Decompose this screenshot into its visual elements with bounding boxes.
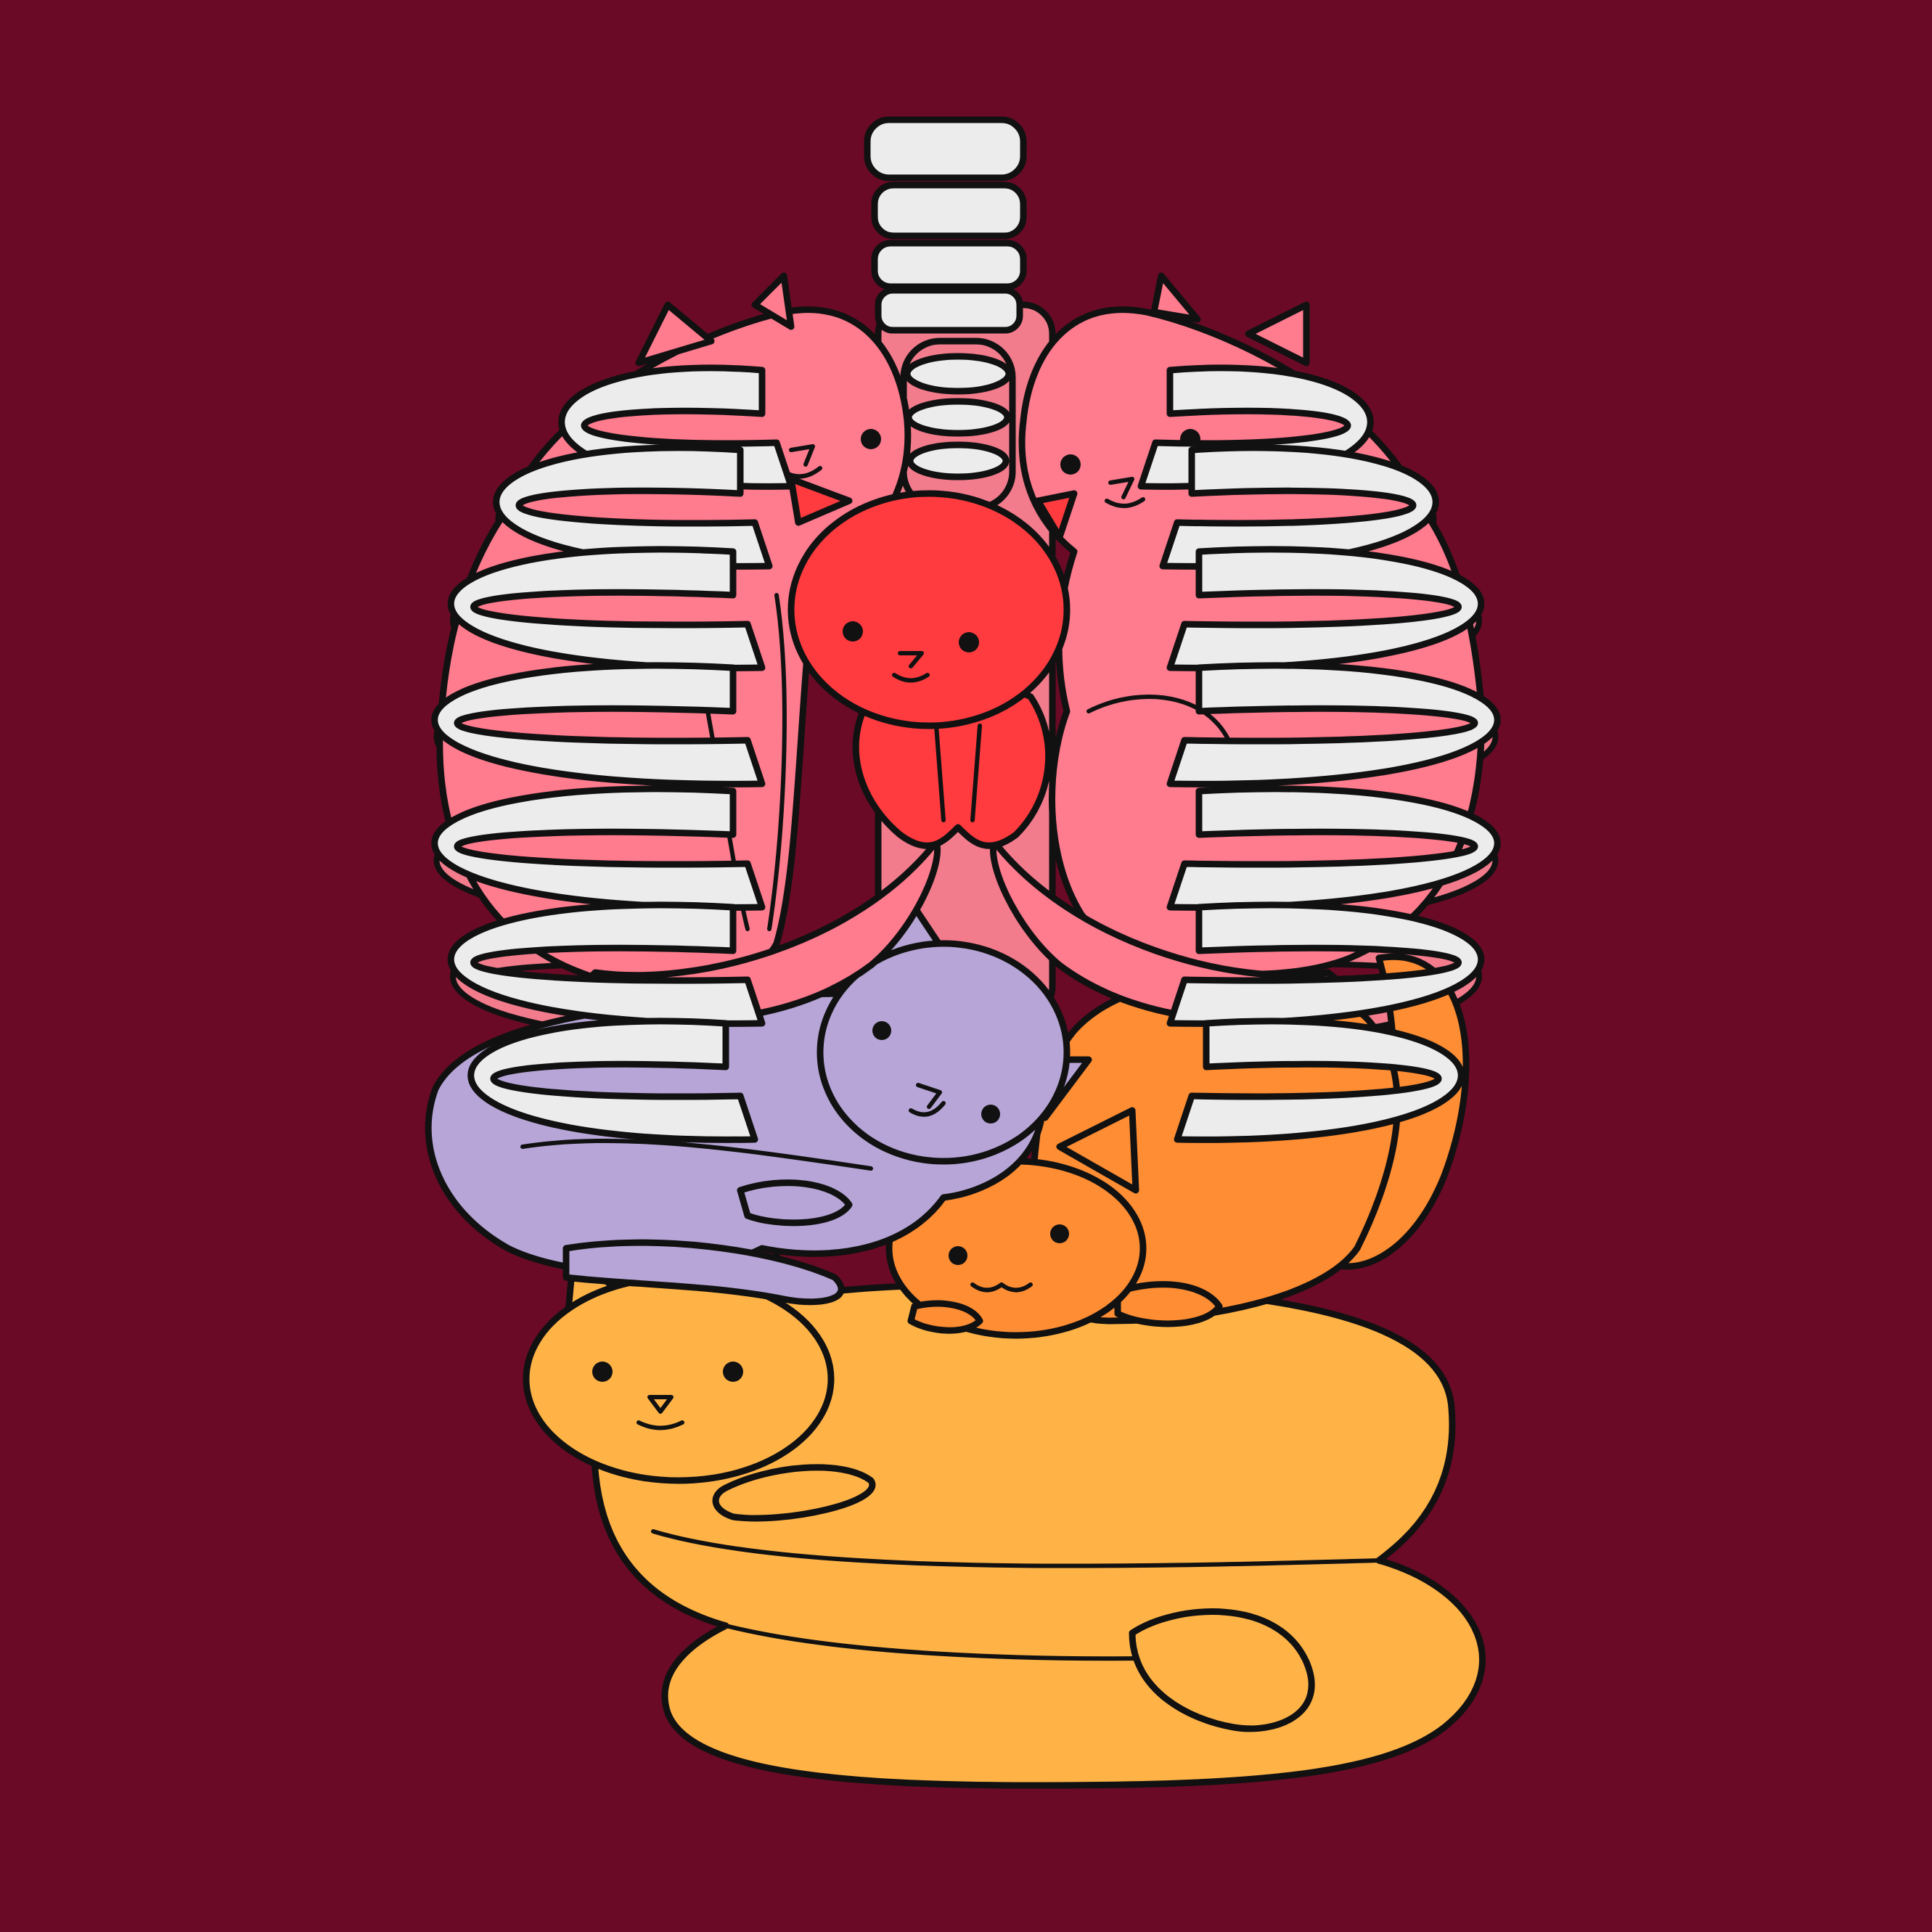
liver-cat-paw — [740, 1183, 849, 1223]
trachea-ring-1 — [907, 356, 1009, 391]
heart-cat-eye-right — [959, 632, 979, 652]
intestine-cat-eye-left — [592, 1362, 613, 1382]
trachea-ring-3 — [910, 445, 1006, 477]
heart-cat-eye-left — [843, 621, 863, 642]
liver-cat-eye-right — [981, 1105, 1000, 1123]
intestine-cat-eye-right — [723, 1362, 743, 1382]
trachea-ring-2 — [909, 401, 1007, 433]
left-lung-cat-eye-right — [861, 429, 881, 449]
liver-cat-eye-left — [872, 1021, 891, 1040]
vertebra-4 — [878, 290, 1020, 330]
intestine-cat-face — [526, 1277, 831, 1481]
stomach-cat-back-paw — [1118, 1285, 1219, 1324]
vertebra-1 — [867, 120, 1023, 178]
stomach-cat-eye-right — [1050, 1224, 1069, 1243]
trachea — [904, 341, 1012, 508]
stomach-cat-front-paw — [911, 1303, 980, 1330]
right-lung-cat-eye-left — [1060, 454, 1081, 475]
stomach-cat-eye-left — [949, 1246, 967, 1265]
vertebra-3 — [875, 243, 1023, 287]
vertebra-stack — [867, 120, 1023, 330]
vertebra-2 — [875, 185, 1023, 236]
heart-cat-face — [791, 494, 1067, 726]
